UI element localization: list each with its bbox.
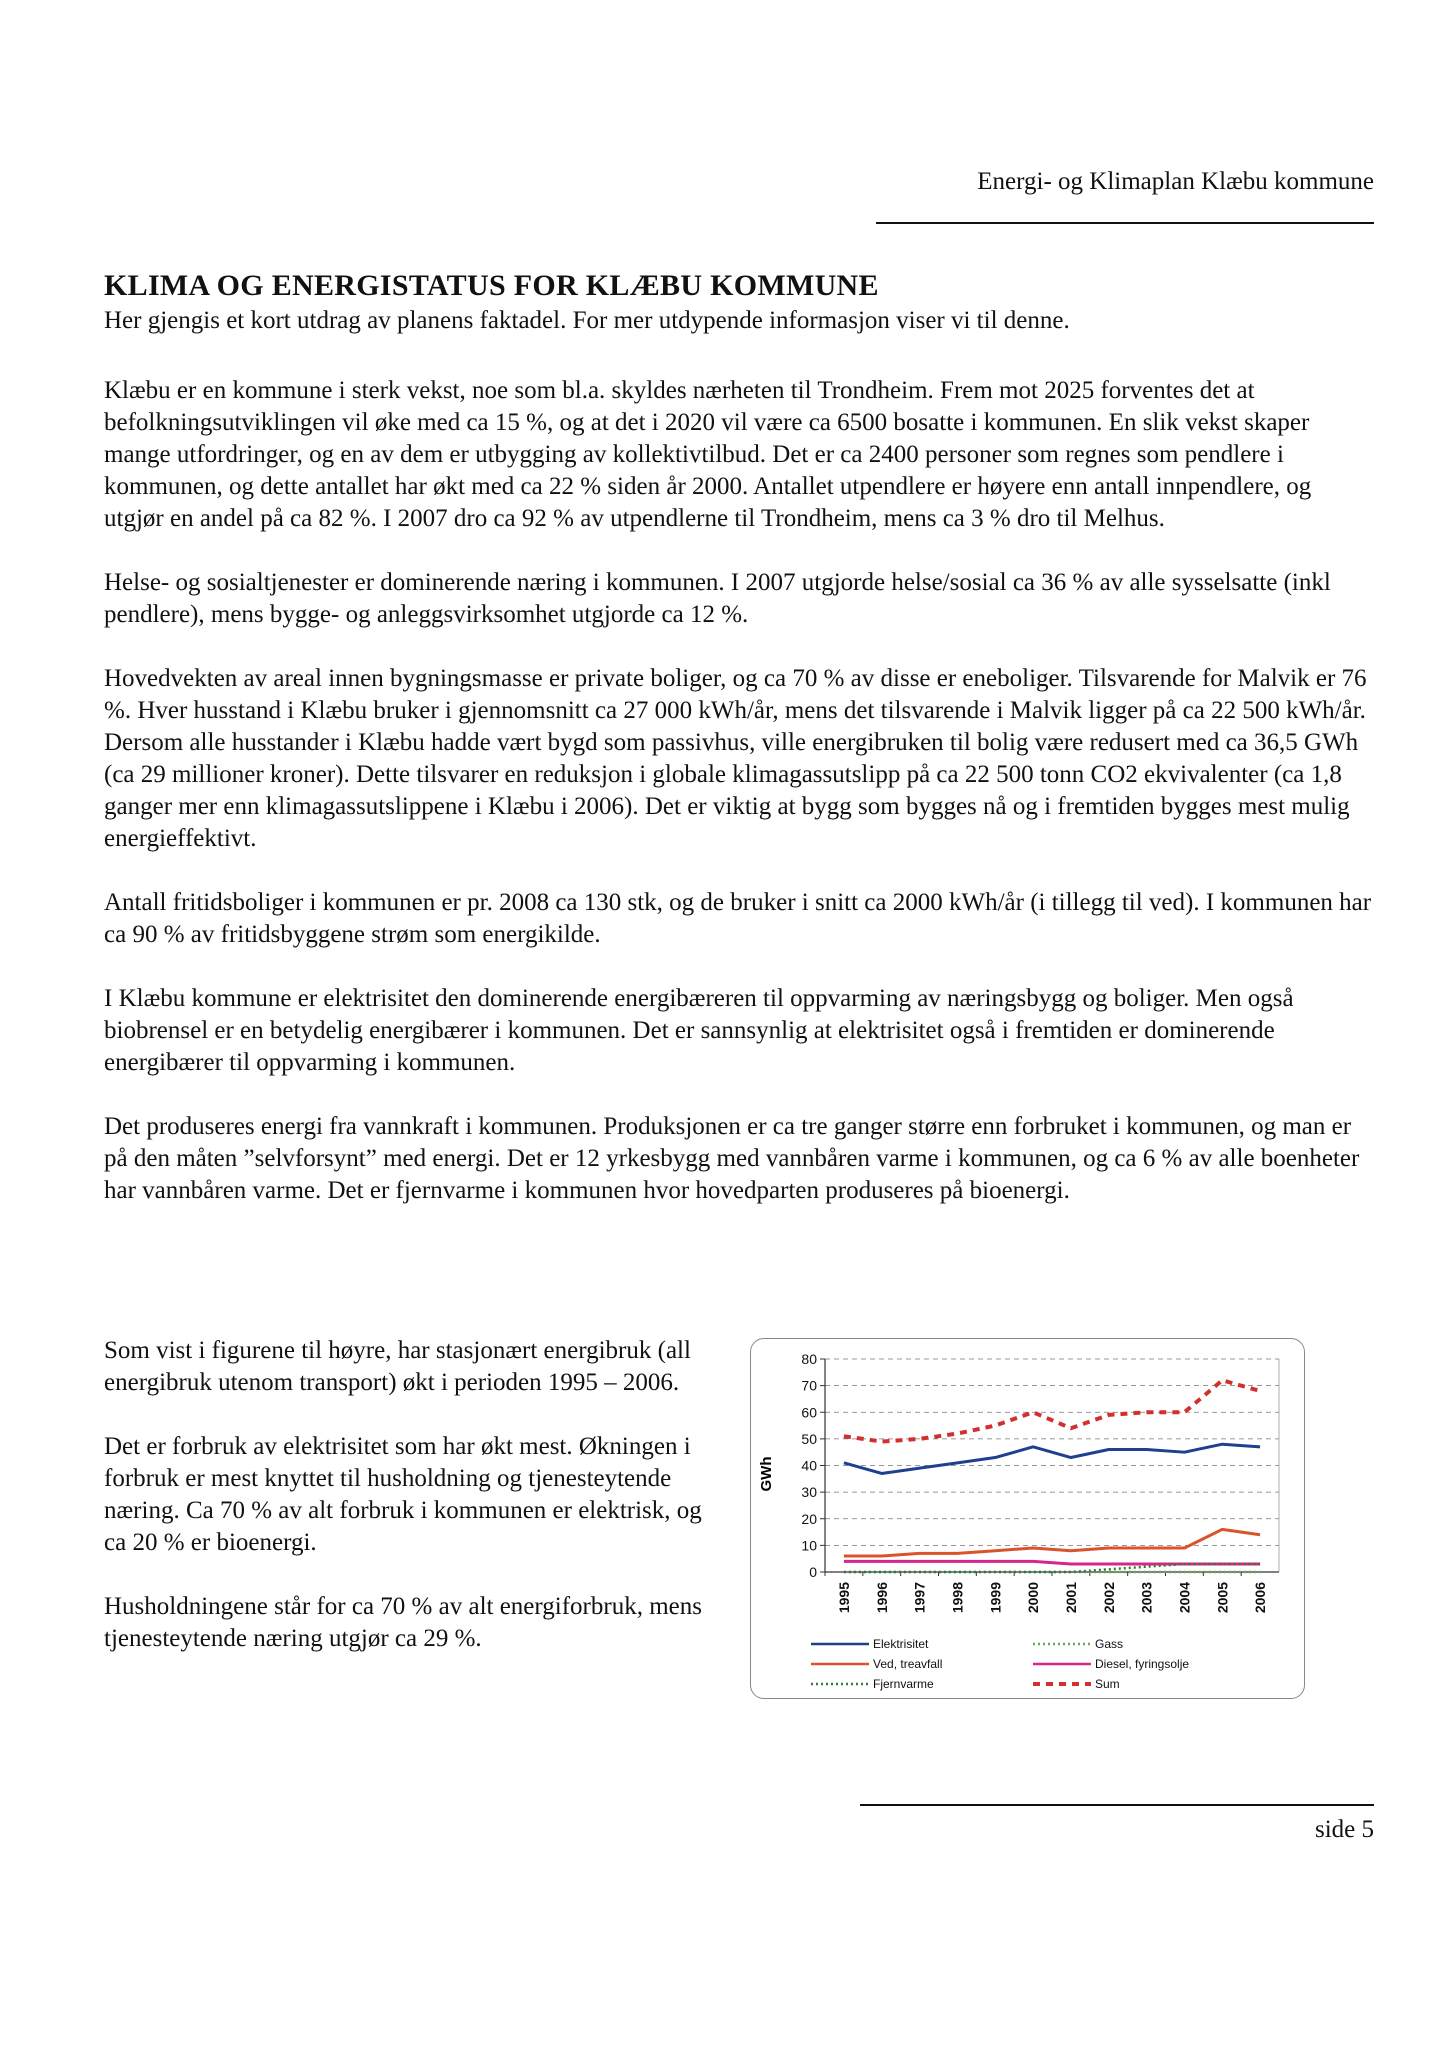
paragraph-holiday-homes: Antall fritidsboliger i kommunen er pr. 2008 ca 130 stk, og de bruker i snitt ca 2000 kWh/år (i tillegg til ved). I kommunen har ca 90 % av fritidsbyggene strøm som energikilde.	[104, 889, 1372, 948]
legend-label: Fjernvarme	[873, 1677, 934, 1691]
paragraph-population: Klæbu er en kommune i sterk vekst, noe som bl.a. skyldes nærheten til Trondheim. Frem mot 2025 forventes det at befolkningsutviklingen vil øke med ca 15 %, og at det i 2020 vil være ca 6500 bosatte i kommunen. En slik vekst skaper mange utfordringer, og en av dem er utbygging av kollektivtilbud. Det er ca 2400 personer som regnes som pendlere i kommunen, og dette antallet har økt med ca 22 % siden år 2000. Antallet utpendlere er høyere enn antall innpendlere, og utgjør en andel på ca 82 %. I 2007 dro ca 92 % av utpendlerne til Trondheim, mens ca 3 % dro til Melhus.	[104, 377, 1312, 532]
y-tick-label: 50	[801, 1430, 817, 1447]
y-tick-label: 30	[801, 1484, 817, 1501]
y-tick-label: 20	[801, 1510, 817, 1527]
page-number: side 5	[1314, 1816, 1374, 1843]
y-tick-label: 70	[801, 1377, 817, 1394]
y-tick-label: 40	[801, 1457, 817, 1474]
paragraph-housing: Hovedvekten av areal innen bygningsmasse er private boliger, og ca 70 % av disse er eneboliger. Tilsvarende for Malvik er 76 %. Hver husstand i Klæbu bruker i gjennomsnitt ca 27 000 kWh/år, mens det tilsvarende i Malvik ligger på ca 22 500 kWh/år. Dersom alle husstander i Klæbu hadde vært bygd som passivhus, ville energibruken til bolig være redusert med ca 36,5 GWh (ca 29 millioner kroner). Dette tilsvarer en reduksjon i globale klimagassutslipp på ca 22 500 tonn CO2 ekvivalenter (ca 1,8 ganger mer enn klimagassutslippene i Klæbu i 2006). Det er viktig at bygg som bygges nå og i fremtiden bygges mest mulig energieffektivt.	[104, 665, 1367, 852]
paragraph-industry: Helse- og sosialtjenester er dominerende næring i kommunen. I 2007 utgjorde helse/sosial ca 36 % av alle sysselsatte (inkl pendlere), mens bygge- og anleggsvirksomhet utgjorde ca 12 %.	[104, 569, 1331, 628]
lead-paragraph: Her gjengis et kort utdrag av planens faktadel. For mer utdypende informasjon viser vi til denne.	[104, 307, 1070, 334]
series-line-sum	[844, 1380, 1260, 1441]
legend-label: Sum	[1095, 1677, 1120, 1691]
x-tick-label: 2004	[1176, 1582, 1193, 1614]
y-tick-label: 10	[801, 1537, 817, 1554]
x-tick-label: 1999	[987, 1582, 1004, 1614]
body-paragraphs	[104, 375, 1376, 1239]
x-tick-label: 2006	[1252, 1582, 1269, 1614]
y-axis-label: GWh	[758, 1456, 775, 1492]
chart-commentary	[104, 1335, 704, 1687]
y-tick-label: 80	[801, 1351, 817, 1367]
energy-chart-svg	[751, 1339, 1304, 1698]
x-tick-label: 2003	[1138, 1582, 1155, 1614]
y-tick-label: 0	[809, 1564, 817, 1580]
header-divider	[876, 222, 1374, 224]
document-title: KLIMA OG ENERGISTATUS FOR KLÆBU KOMMUNE	[104, 269, 879, 302]
paragraph-electricity: Det er forbruk av elektrisitet som har økt mest. Økningen i forbruk er mest knyttet til husholdning og tjenesteytende næring. Ca 70 % av alt forbruk i kommunen er elektrisk, og ca 20 % er bioenergi.	[104, 1433, 702, 1556]
legend-label: Ved, treavfall	[873, 1657, 943, 1671]
page-header: Energi- og Klimaplan Klæbu kommune	[977, 168, 1374, 195]
series-line-ved-treavfall	[844, 1529, 1260, 1556]
footer-divider	[860, 1804, 1374, 1806]
x-tick-label: 1997	[911, 1582, 928, 1614]
x-tick-label: 1998	[949, 1582, 966, 1614]
x-tick-label: 2002	[1100, 1582, 1117, 1614]
paragraph-energy-carriers: I Klæbu kommune er elektrisitet den dominerende energibæreren til oppvarming av næringsbygg og boliger. Men også biobrensel er en betydelig energibærer i kommunen. Det er sannsynlig at elektrisitet også i fremtiden er dominerende energibærer til oppvarming i kommunen.	[104, 985, 1294, 1076]
paragraph-hydropower: Det produseres energi fra vannkraft i kommunen. Produksjonen er ca tre ganger større enn forbruket i kommunen, og man er på den måten ”selvforsynt” med energi. Det er 12 yrkesbygg med vannbåren varme i kommunen, og ca 6 % av alle boenheter har vannbåren varme. Det er fjernvarme i kommunen hvor hovedparten produseres på bioenergi.	[104, 1113, 1360, 1204]
legend-label: Elektrisitet	[873, 1637, 929, 1651]
energy-chart	[750, 1338, 1305, 1699]
legend-label: Diesel, fyringsolje	[1095, 1657, 1190, 1671]
legend-label: Gass	[1095, 1637, 1124, 1651]
x-tick-label: 1996	[873, 1582, 890, 1614]
x-tick-label: 2000	[1025, 1582, 1042, 1614]
paragraph-stationary-energy: Som vist i figurene til høyre, har stasjonært energibruk (all energibruk utenom transport) økt i perioden 1995 – 2006.	[104, 1337, 691, 1396]
x-tick-label: 1995	[835, 1582, 852, 1614]
x-tick-label: 2005	[1214, 1582, 1231, 1614]
series-line-diesel-fyringsolje	[844, 1561, 1260, 1564]
series-line-elektrisitet	[844, 1444, 1260, 1473]
x-tick-label: 2001	[1062, 1582, 1079, 1614]
paragraph-households: Husholdningene står for ca 70 % av alt energiforbruk, mens tjenesteytende næring utgjør ca 29 %.	[104, 1593, 702, 1652]
y-tick-label: 60	[801, 1404, 817, 1421]
